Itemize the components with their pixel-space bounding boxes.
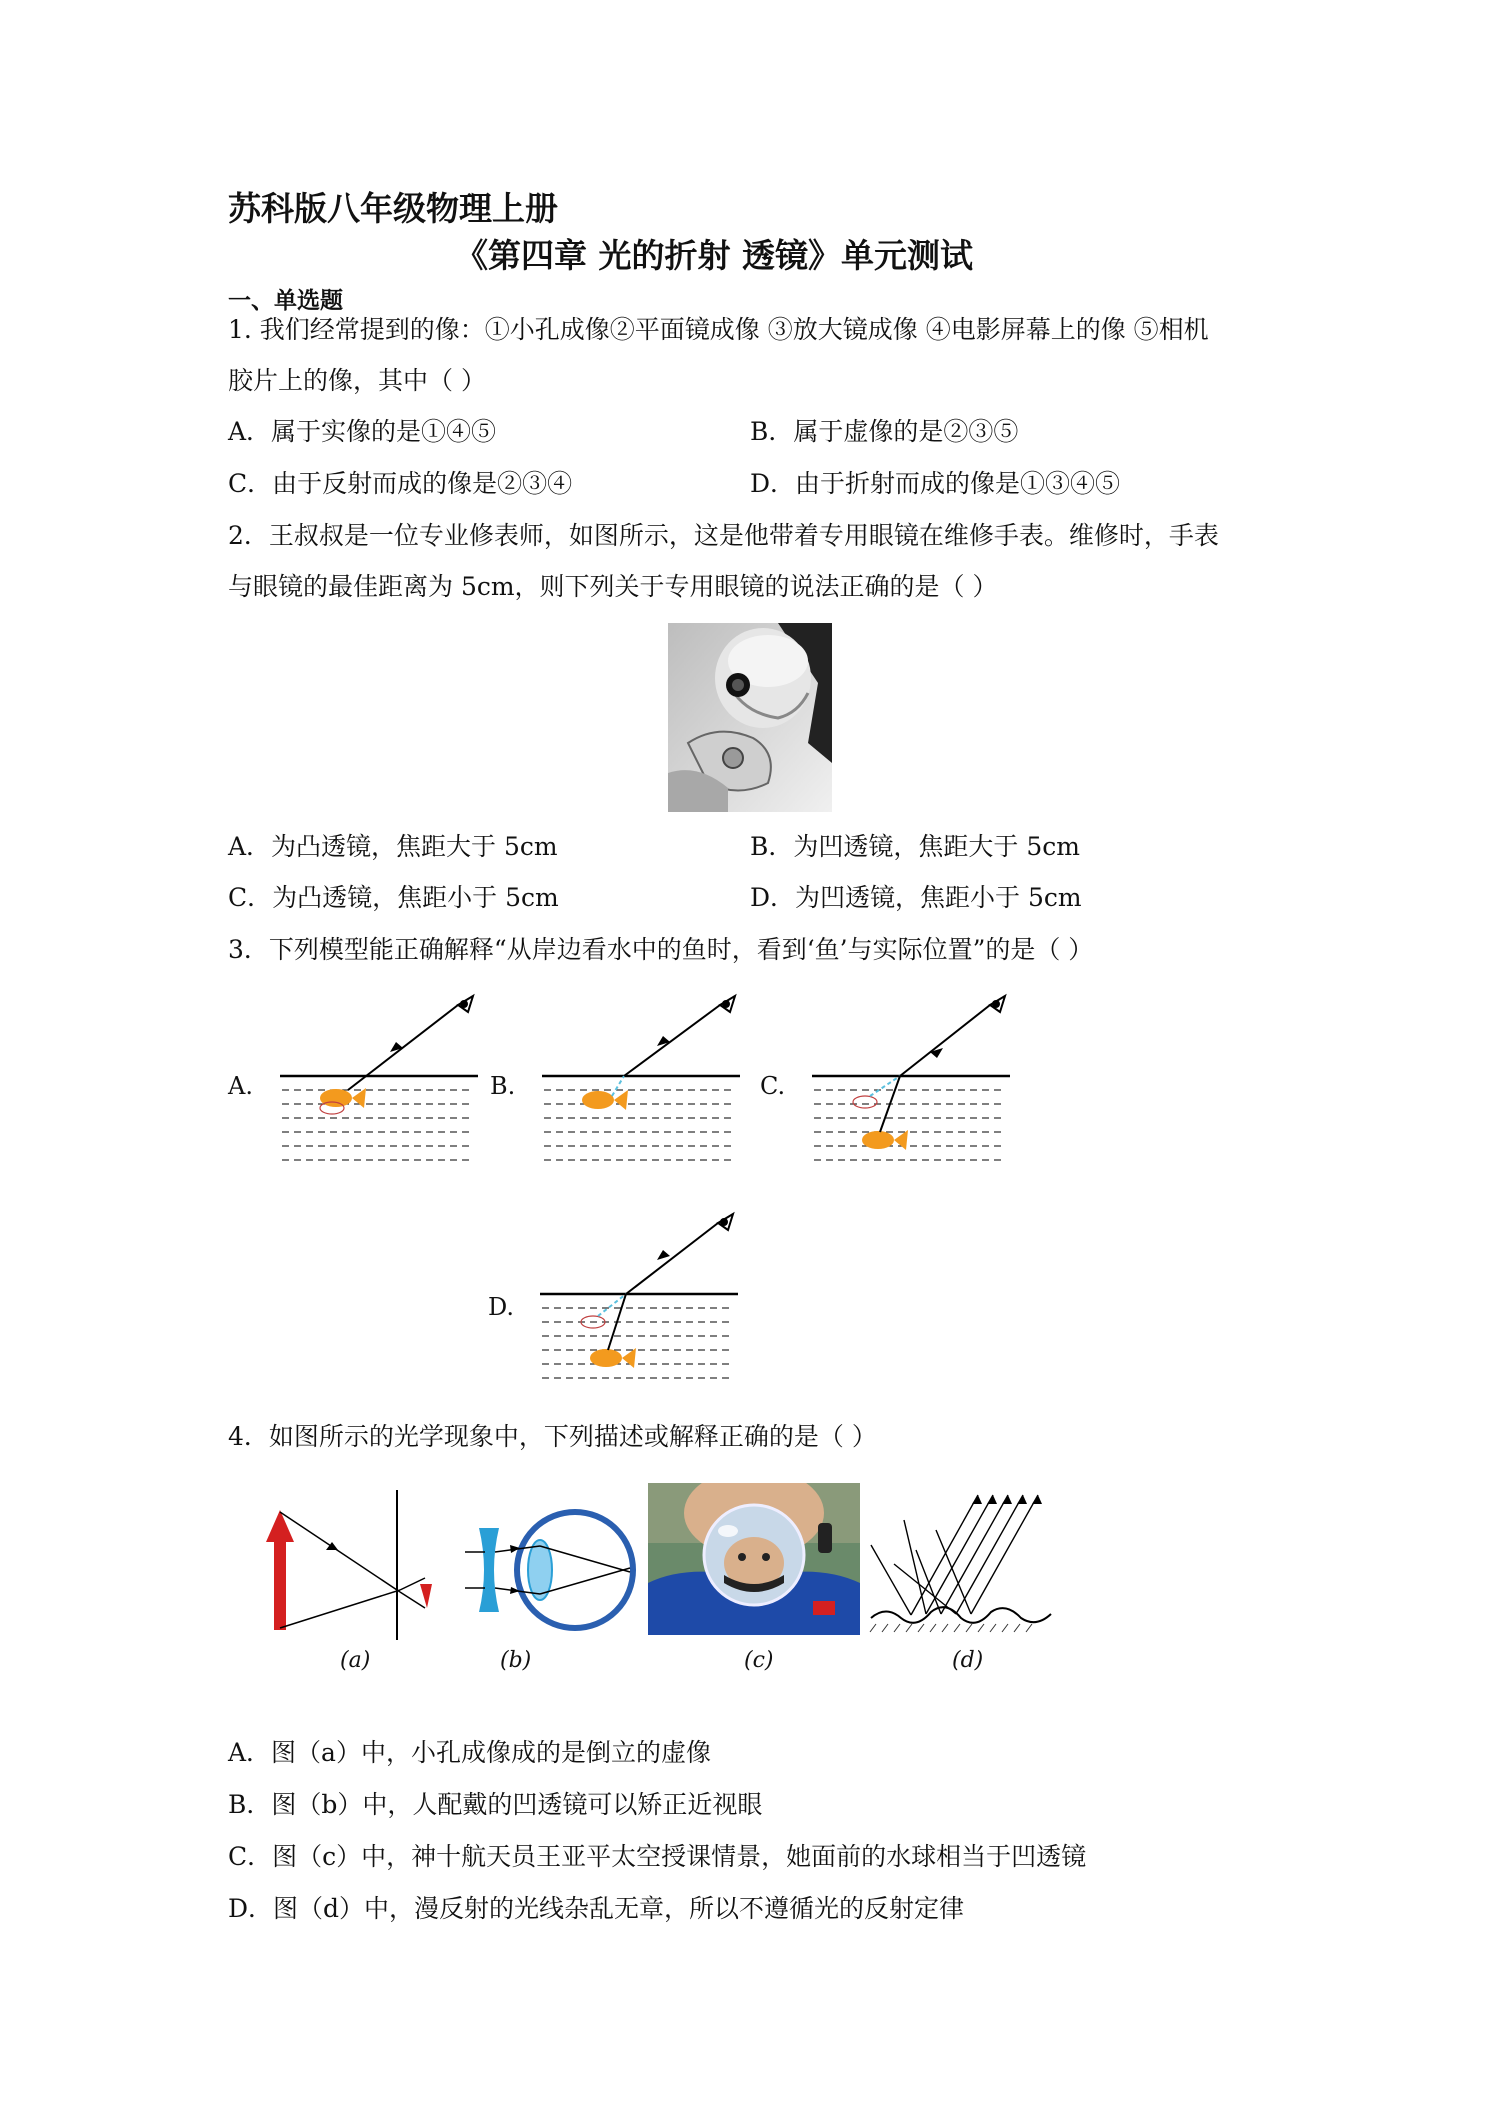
- q3-label-c[interactable]: C.: [760, 1072, 786, 1100]
- q3-diagram-d: [538, 1208, 748, 1393]
- q2-stem-line1: 2．王叔叔是一位专业修表师，如图所示，这是他带着专用眼镜在维修手表。维修时，手表: [228, 521, 1219, 550]
- section-heading: 一、单选题: [228, 288, 343, 314]
- q3-diagram-c: [810, 990, 1020, 1175]
- q1-option-d[interactable]: D．由于折射而成的像是①③④⑤: [750, 469, 1121, 498]
- q3-label-d[interactable]: D.: [488, 1293, 515, 1321]
- q4-stem: 4．如图所示的光学现象中，下列描述或解释正确的是（ ）: [228, 1422, 877, 1451]
- q2-stem-line2: 与眼镜的最佳距离为 5cm，则下列关于专用眼镜的说法正确的是（ ）: [228, 572, 998, 601]
- q3-label-a[interactable]: A.: [228, 1072, 253, 1100]
- q3-label-b[interactable]: B.: [490, 1072, 516, 1100]
- q1-option-b[interactable]: B．属于虚像的是②③⑤: [750, 417, 1019, 446]
- q2-option-a[interactable]: A．为凸透镜，焦距大于 5cm: [228, 832, 558, 861]
- q4-option-d[interactable]: D．图（d）中，漫反射的光线杂乱无章，所以不遵循光的反射定律: [228, 1894, 965, 1923]
- q4-figure-a-pinhole: [260, 1480, 450, 1640]
- q3-stem: 3．下列模型能正确解释“从岸边看水中的鱼时，看到‘鱼’与实际位置”的是（ ）: [228, 935, 1094, 964]
- q4-figure-c-water-sphere-photo: [648, 1483, 860, 1635]
- q2-option-b[interactable]: B．为凹透镜，焦距大于 5cm: [750, 832, 1080, 861]
- q4-caption-a: (a): [340, 1648, 371, 1673]
- q4-figure-b-eye-lens: [465, 1490, 645, 1640]
- q4-caption-b: (b): [500, 1648, 532, 1673]
- q1-option-c[interactable]: C．由于反射而成的像是②③④: [228, 469, 573, 498]
- q4-caption-d: (d): [952, 1648, 984, 1673]
- q1-stem-line2: 胶片上的像，其中（ ）: [228, 366, 486, 395]
- q4-option-a[interactable]: A．图（a）中，小孔成像成的是倒立的虚像: [228, 1738, 711, 1767]
- page-title: 苏科版八年级物理上册: [228, 189, 558, 228]
- q1-stem-line1: 1. 我们经常提到的像：①小孔成像②平面镜成像 ③放大镜成像 ④电影屏幕上的像 ⑤相机: [228, 315, 1209, 344]
- watchmaker-photo: [668, 623, 832, 812]
- q2-option-d[interactable]: D．为凹透镜，焦距小于 5cm: [750, 883, 1082, 912]
- q3-diagram-b: [540, 990, 750, 1175]
- page-subtitle: 《第四章 光的折射 透镜》单元测试: [455, 236, 973, 275]
- q4-caption-c: (c): [744, 1648, 774, 1673]
- q4-option-b[interactable]: B．图（b）中，人配戴的凹透镜可以矫正近视眼: [228, 1790, 763, 1819]
- q1-option-a[interactable]: A．属于实像的是①④⑤: [228, 417, 497, 446]
- q4-figure-d-diffuse-reflection: [866, 1490, 1066, 1640]
- q3-diagram-a: [278, 990, 488, 1175]
- q4-option-c[interactable]: C．图（c）中，神十航天员王亚平太空授课情景，她面前的水球相当于凹透镜: [228, 1842, 1087, 1871]
- q2-option-c[interactable]: C．为凸透镜，焦距小于 5cm: [228, 883, 559, 912]
